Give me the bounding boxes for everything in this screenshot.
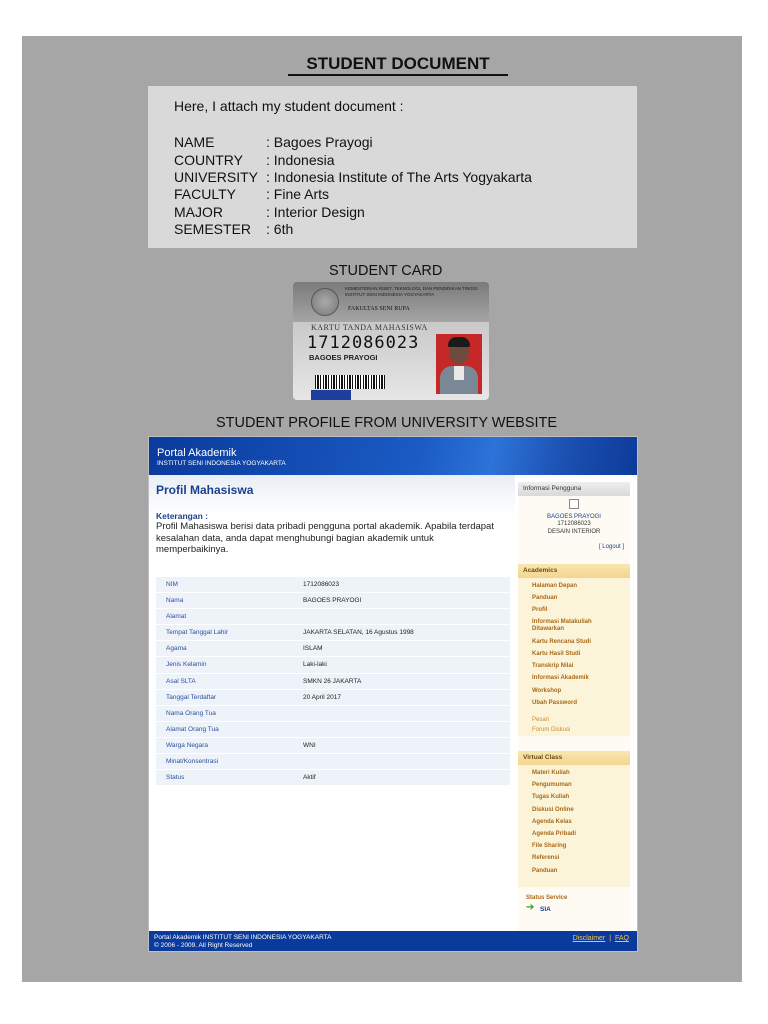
user-major: DESAIN INTERIOR — [547, 529, 601, 535]
field-value: : Indonesia Institute of The Arts Yogyakarta — [266, 169, 532, 185]
sidebar-link-agenda-pribadi[interactable]: Agenda Pribadi — [532, 831, 577, 837]
profile-heading: STUDENT PROFILE FROM UNIVERSITY WEBSITE — [216, 415, 558, 431]
field-label: SEMESTER — [174, 221, 252, 237]
portal-title: Portal Akademik — [157, 447, 237, 459]
table-row — [156, 690, 510, 706]
user-info-heading: Informasi Pengguna — [518, 482, 630, 496]
card-ministry-text: KEMENTERIAN RISET, TEKNOLOGI, DAN PENDIDIKAN TINGGI INSTITUT SENI INDONESIA YOGYAKARTA — [345, 286, 478, 297]
sidebar-link-ubah-password[interactable]: Ubah Password — [532, 700, 578, 706]
portal-header — [149, 437, 638, 475]
row-value: JAKARTA SELATAN, 16 Agustus 1998 — [303, 629, 414, 637]
table-row — [156, 609, 510, 625]
row-key: NIM — [166, 581, 178, 588]
footer-links — [573, 935, 629, 942]
sidebar-link-workshop[interactable]: Workshop — [532, 688, 562, 694]
sidebar-link-krs[interactable]: Kartu Rencana Studi — [532, 639, 592, 645]
sia-link[interactable]: SIA — [540, 906, 551, 913]
table-row — [156, 770, 510, 786]
user-name: BAGOES PRAYOGI — [547, 514, 601, 520]
barcode-icon — [315, 375, 385, 389]
sidebar-link-panduan[interactable]: Panduan — [532, 595, 558, 601]
photo-collar — [454, 366, 464, 380]
sidebar-link-file-sharing[interactable]: File Sharing — [532, 843, 567, 849]
document-title: STUDENT DOCUMENT — [288, 54, 508, 76]
card-name: BAGOES PRAYOGI — [309, 353, 378, 362]
sidebar-link-panduan-vc[interactable]: Panduan — [532, 868, 558, 874]
sidebar-link-forum[interactable]: Forum Diskusi — [532, 727, 571, 733]
row-key: Warga Negara — [166, 741, 209, 749]
sidebar-link-materi[interactable]: Materi Kuliah — [532, 770, 570, 776]
field-label: UNIVERSITY — [174, 169, 259, 185]
photo-hair — [448, 337, 470, 347]
logout-link[interactable]: [ Logout ] — [598, 544, 624, 550]
row-key: Tanggal Terdaftar — [166, 693, 217, 701]
table-row — [156, 674, 510, 690]
table-row — [156, 706, 510, 722]
profile-table — [156, 577, 510, 786]
row-value: WNI — [303, 741, 316, 749]
field-value: : Interior Design — [266, 204, 365, 220]
card-type: KARTU TANDA MAHASISWA — [311, 323, 428, 332]
virtual-class-heading: Virtual Class — [518, 751, 630, 765]
field-value: : Indonesia — [266, 152, 335, 168]
portal-footer — [149, 931, 638, 952]
row-value: Aktif — [303, 774, 316, 782]
footer-line-1: Portal Akademik INSTITUT SENI INDONESIA YOGYAKARTA — [154, 934, 332, 941]
sidebar-link-pesan[interactable]: Pesan — [532, 717, 550, 723]
student-card-image — [293, 282, 489, 400]
row-key: Jenis Kelamin — [166, 661, 207, 669]
row-key: Alamat Orang Tua — [166, 725, 219, 733]
arrow-right-icon: ➔ — [526, 902, 535, 913]
field-value: : 6th — [266, 221, 294, 237]
intro-text: Here, I attach my student document : — [174, 98, 404, 114]
card-nim: 1712086023 — [307, 333, 420, 353]
field-label: COUNTRY — [174, 152, 243, 168]
sidebar-link-transkrip[interactable]: Transkrip Nilai — [532, 663, 574, 669]
user-info-box — [518, 482, 630, 556]
table-row — [156, 754, 510, 770]
sidebar-link-profil[interactable]: Profil — [532, 607, 548, 613]
virtual-class-box — [518, 751, 630, 887]
user-avatar — [569, 499, 579, 509]
table-row — [156, 625, 510, 641]
row-key: Tempat Tanggal Lahir — [166, 629, 229, 637]
page-title: Profil Mahasiswa — [156, 483, 254, 497]
keterangan-text: Profil Mahasiswa berisi data pribadi pengguna portal akademik. Apabila terdapat kesalahan data, anda dapat menghubungi bagian akademik untuk memperbaikinya. — [156, 521, 494, 555]
keterangan-label: Keterangan : — [156, 511, 208, 521]
sidebar-link-khs[interactable]: Kartu Hasil Studi — [532, 651, 581, 657]
row-value: Laki-laki — [303, 661, 327, 669]
academics-heading: Academics — [518, 564, 630, 578]
table-row — [156, 722, 510, 738]
row-key: Agama — [166, 645, 187, 653]
table-row — [156, 593, 510, 609]
row-key: Nama Orang Tua — [166, 709, 216, 717]
student-info-box — [148, 86, 637, 248]
row-value: 1712086023 — [303, 581, 340, 588]
row-key: Status — [166, 774, 185, 782]
portal-screenshot — [148, 436, 638, 952]
sidebar-link-diskusi[interactable]: Diskusi Online — [532, 807, 574, 813]
table-row — [156, 738, 510, 754]
table-row — [156, 641, 510, 657]
sidebar-link-pengumuman[interactable]: Pengumuman — [532, 782, 572, 788]
row-value: SMKN 26 JAKARTA — [303, 677, 362, 685]
sidebar-link-informasi-matakuliah[interactable]: Informasi Matakuliah Ditawarkan — [532, 619, 592, 632]
field-value: : Fine Arts — [266, 186, 330, 202]
field-value: : Bagoes Prayogi — [266, 134, 373, 150]
status-service-label: Status Service — [526, 895, 568, 901]
sidebar-link-halaman-depan[interactable]: Halaman Depan — [532, 583, 578, 589]
portal-subtitle: INSTITUT SENI INDONESIA YOGYAKARTA — [157, 460, 286, 467]
field-label: MAJOR — [174, 204, 223, 220]
portal-sidebar — [518, 482, 630, 934]
row-value: ISLAM — [303, 645, 323, 653]
row-key: Nama — [166, 597, 184, 605]
field-label: FACULTY — [174, 186, 236, 202]
sidebar-link-referensi[interactable]: Referensi — [532, 855, 560, 861]
card-strip — [311, 390, 351, 400]
row-key: Minat/Konsentrasi — [166, 758, 219, 766]
disclaimer-link[interactable]: Disclaimer — [572, 935, 606, 942]
sidebar-link-agenda-kelas[interactable]: Agenda Kelas — [532, 819, 572, 825]
student-card-heading: STUDENT CARD — [329, 263, 443, 279]
student-photo — [436, 334, 482, 394]
footer-line-2: © 2006 - 2009. All Right Reserved — [154, 942, 253, 949]
row-key: Asal SLTA — [166, 677, 196, 685]
table-row — [156, 657, 510, 673]
faq-link[interactable]: FAQ — [614, 935, 629, 942]
main-content — [149, 475, 515, 933]
field-label: NAME — [174, 134, 215, 150]
row-key: Alamat — [166, 613, 187, 621]
card-faculty: FAKULTAS SENI RUPA — [348, 306, 410, 312]
sidebar-link-informasi-akademik[interactable]: Informasi Akademik — [532, 675, 589, 681]
user-nim: 1712086023 — [557, 521, 591, 527]
table-row — [156, 577, 510, 593]
row-value: BAGOES PRAYOGI — [303, 597, 362, 605]
row-value: 20 April 2017 — [303, 693, 341, 701]
university-emblem-icon — [311, 288, 339, 316]
footer-separator: | — [609, 935, 612, 942]
academics-box — [518, 564, 630, 736]
sidebar-link-tugas[interactable]: Tugas Kuliah — [532, 794, 570, 800]
